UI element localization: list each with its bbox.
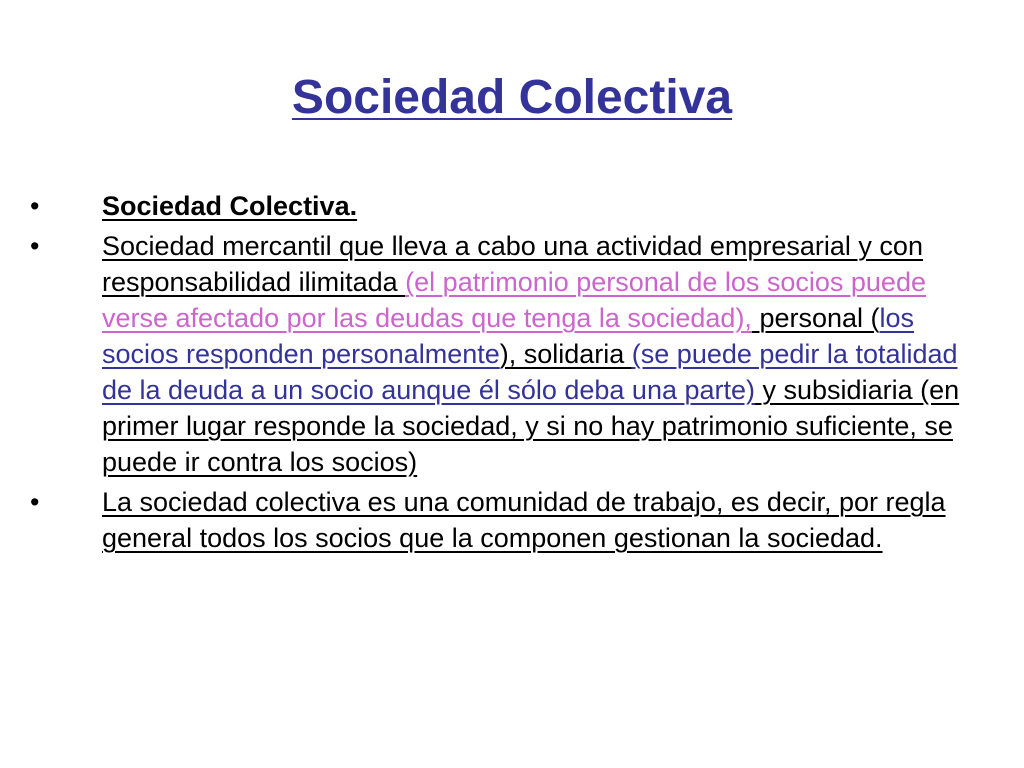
bullet-item-2 bbox=[30, 228, 960, 480]
comunidad-trabajo-text[interactable]: La sociedad colectiva es una comunidad de trabajo, es decir, por regla general todos los socios que la componen gestionan la sociedad. bbox=[102, 487, 946, 553]
link-patrimonio-personal[interactable]: (el patrimonio personal de los socios puede verse afectado por las deudas que tenga la sociedad), bbox=[102, 267, 926, 333]
definition-text[interactable]: Sociedad mercantil que lleva a cabo una actividad empresarial y con responsabilidad ilimitada bbox=[102, 231, 923, 297]
bullet-item-1 bbox=[30, 188, 960, 224]
bullet-icon: • bbox=[30, 231, 40, 261]
personal-text[interactable]: personal ( bbox=[751, 303, 880, 333]
bullet-list bbox=[30, 188, 960, 560]
bullet-icon: • bbox=[30, 191, 40, 221]
solidaria-text[interactable]: ), solidaria bbox=[499, 339, 632, 369]
link-socios-responden[interactable]: los socios responden personalmente bbox=[102, 303, 915, 369]
bullet-icon: • bbox=[30, 487, 40, 517]
slide-title: Sociedad Colectiva bbox=[291, 71, 733, 124]
subsidiaria-text[interactable]: y subsidiaria (en primer lugar responde la sociedad, y si no hay patrimonio suficiente, se puede ir contra los socios) bbox=[102, 375, 960, 477]
bullet-text-heading[interactable]: Sociedad Colectiva. bbox=[102, 191, 358, 221]
link-totalidad-deuda[interactable]: (se puede pedir la totalidad de la deuda a un socio aunque él sólo deba una parte) bbox=[102, 339, 958, 405]
bullet-item-3 bbox=[30, 484, 960, 556]
